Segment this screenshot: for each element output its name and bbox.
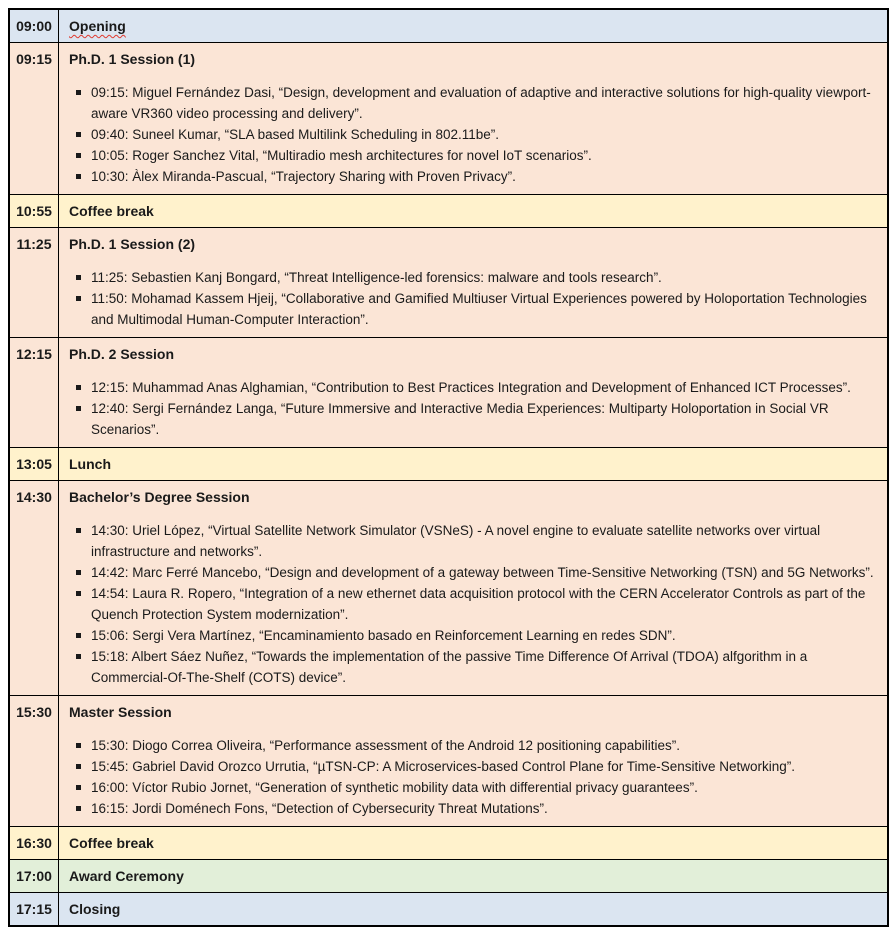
- talk-list: [69, 377, 875, 440]
- talk-list: [69, 520, 875, 688]
- session-title: Coffee break: [69, 203, 154, 219]
- talk-item: 16:00: Víctor Rubio Jornet, “Generation of synthetic mobility data with differential privacy guarantees”.: [69, 777, 875, 798]
- session-cell: [59, 696, 887, 826]
- time-cell: 13:05: [10, 448, 59, 480]
- time-cell: 14:30: [10, 481, 59, 695]
- talk-item: 14:54: Laura R. Ropero, “Integration of a new ethernet data acquisition protocol with the CERN Accelerator Controls as part of the Quench Protection System modernization”.: [69, 583, 875, 625]
- session-title: Closing: [69, 901, 121, 917]
- talk-item: 14:42: Marc Ferré Mancebo, “Design and development of a gateway between Time-Sensitive Networking (TSN) and 5G Networks”.: [69, 562, 875, 583]
- talk-item: 15:45: Gabriel David Orozco Urrutia, “µTSN-CP: A Microservices-based Control Plane for Time-Sensitive Networking”.: [69, 756, 875, 777]
- schedule-row-opening: [10, 10, 887, 42]
- talk-item: 11:25: Sebastien Kanj Bongard, “Threat Intelligence-led forensics: malware and tools research”.: [69, 267, 875, 288]
- time-cell: 11:25: [10, 228, 59, 337]
- talk-item: 16:15: Jordi Doménech Fons, “Detection of Cybersecurity Threat Mutations”.: [69, 798, 875, 819]
- session-title: Ph.D. 1 Session (1): [69, 51, 196, 67]
- schedule-row-coffee-break-1: [10, 194, 887, 227]
- talk-item: 11:50: Mohamad Kassem Hjeij, “Collaborative and Gamified Multiuser Virtual Experiences powered by Holoportation Technologies and Multimodal Human-Computer Interaction”.: [69, 288, 875, 330]
- time-cell: 17:15: [10, 893, 59, 925]
- talk-item: 10:05: Roger Sanchez Vital, “Multiradio mesh architectures for novel IoT scenarios”.: [69, 145, 875, 166]
- time-cell: 12:15: [10, 338, 59, 447]
- session-cell: [59, 228, 887, 337]
- talk-item: 15:18: Albert Sáez Nuñez, “Towards the implementation of the passive Time Difference Of Arrival (TDOA) alfgorithm in a Commercial-Of-The-Shelf (COTS) device”.: [69, 646, 875, 688]
- schedule-row-lunch: [10, 447, 887, 480]
- session-title: Ph.D. 2 Session: [69, 346, 175, 362]
- schedule-row-phd1-session1: [10, 42, 887, 194]
- session-cell: [59, 893, 887, 925]
- schedule-row-master-session: [10, 695, 887, 826]
- talk-item: 09:40: Suneel Kumar, “SLA based Multilink Scheduling in 802.11be”.: [69, 124, 875, 145]
- session-cell: [59, 448, 887, 480]
- session-cell: [59, 860, 887, 892]
- talk-item: 15:30: Diogo Correa Oliveira, “Performance assessment of the Android 12 positioning capabilities”.: [69, 735, 875, 756]
- talk-item: 15:06: Sergi Vera Martínez, “Encaminamiento basado en Reinforcement Learning en redes SDN”.: [69, 625, 875, 646]
- talk-item: 12:40: Sergi Fernández Langa, “Future Immersive and Interactive Media Experiences: Multiparty Holoportation in Social VR Scenarios”.: [69, 398, 875, 440]
- time-cell: 15:30: [10, 696, 59, 826]
- session-title: Ph.D. 1 Session (2): [69, 236, 196, 252]
- talk-list: [69, 735, 875, 819]
- schedule-row-bachelors-session: [10, 480, 887, 695]
- session-cell: [59, 43, 887, 194]
- schedule-row-coffee-break-2: [10, 826, 887, 859]
- schedule-row-closing: [10, 892, 887, 925]
- schedule-table: [8, 8, 889, 927]
- session-cell: [59, 10, 887, 42]
- misspelled-word: Opening: [69, 18, 126, 34]
- time-cell: 17:00: [10, 860, 59, 892]
- session-cell: [59, 338, 887, 447]
- session-title: Bachelor’s Degree Session: [69, 489, 250, 505]
- session-title: Coffee break: [69, 835, 154, 851]
- talk-list: [69, 267, 875, 330]
- talk-item: 09:15: Miguel Fernández Dasi, “Design, development and evaluation of adaptive and interactive solutions for high-quality viewport-aware VR360 video processing and delivery”.: [69, 82, 875, 124]
- time-cell: 09:00: [10, 10, 59, 42]
- talk-list: [69, 82, 875, 187]
- talk-item: 10:30: Àlex Miranda-Pascual, “Trajectory Sharing with Proven Privacy”.: [69, 166, 875, 187]
- session-cell: [59, 827, 887, 859]
- session-title: Lunch: [69, 456, 111, 472]
- schedule-row-award-ceremony: [10, 859, 887, 892]
- time-cell: 09:15: [10, 43, 59, 194]
- session-title: Master Session: [69, 704, 172, 720]
- schedule-row-phd1-session2: [10, 227, 887, 337]
- schedule-row-phd2-session: [10, 337, 887, 447]
- time-cell: 10:55: [10, 195, 59, 227]
- session-cell: [59, 481, 887, 695]
- talk-item: 12:15: Muhammad Anas Alghamian, “Contribution to Best Practices Integration and Development of Enhanced ICT Processes”.: [69, 377, 875, 398]
- session-title: Award Ceremony: [69, 868, 184, 884]
- session-title: [69, 16, 875, 37]
- talk-item: 14:30: Uriel López, “Virtual Satellite Network Simulator (VSNeS) - A novel engine to evaluate satellite networks over virtual infrastructure and networks”.: [69, 520, 875, 562]
- session-cell: [59, 195, 887, 227]
- time-cell: 16:30: [10, 827, 59, 859]
